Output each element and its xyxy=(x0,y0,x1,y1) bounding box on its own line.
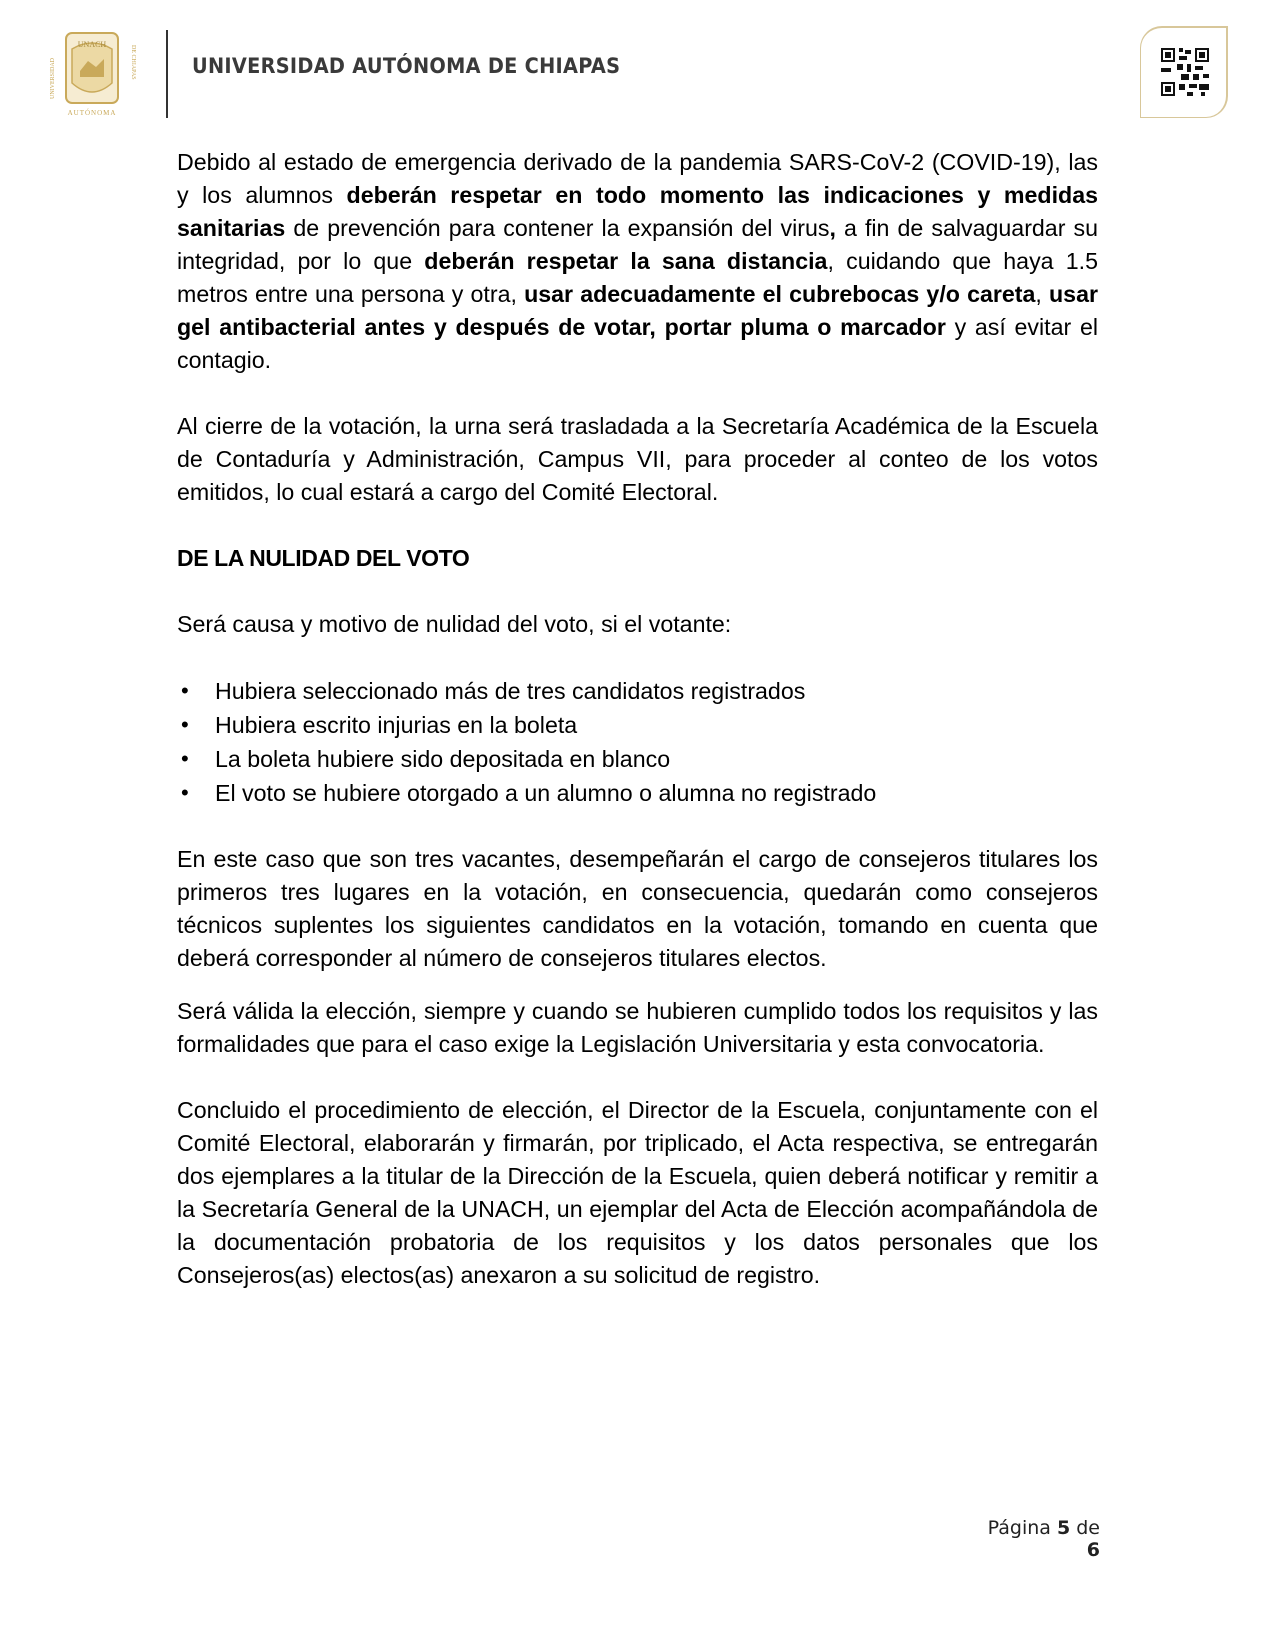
page-number xyxy=(975,1517,1100,1561)
nullity-list xyxy=(177,674,1098,810)
university-name: UNIVERSIDAD AUTÓNOMA DE CHIAPAS xyxy=(192,54,621,78)
paragraph-validity: Será válida la elección, siempre y cuando se hubieren cumplido todos los requisitos y las formalidades que para el caso exige la Legislación Universitaria y esta convocatoria. xyxy=(177,998,1098,1057)
text-segment: , cuidando que haya 1.5 metros entre una persona y otra, xyxy=(177,248,1098,307)
university-crest-icon xyxy=(42,27,142,119)
text-segment: Debido al estado de emergencia derivado de la pandemia SARS-CoV-2 (COVID-19), las y los alumnos xyxy=(177,149,1098,208)
total-pages: 6 xyxy=(1086,1539,1100,1561)
text-segment: de prevención para contener la expansión del virus xyxy=(285,215,830,241)
header-divider xyxy=(166,30,168,118)
bold-text-segment: usar adecuadamente el cubrebocas y/o careta xyxy=(524,281,1036,307)
logo-subtext: AUTÓNOMA xyxy=(67,109,117,117)
paragraph-vacancies: En este caso que son tres vacantes, desempeñarán el cargo de consejeros titulares los primeros tres lugares en la votación, en consecuencia, quedarán como consejeros técnicos suplentes los siguientes candidatos en la votación, tomando en cuenta que deberá corresponder al número de consejeros titulares electos. xyxy=(177,846,1098,971)
paragraph-nullity-intro: Será causa y motivo de nulidad del voto, si el votante: xyxy=(177,611,732,637)
bold-text-segment: , xyxy=(829,215,836,241)
list-item: • El voto se hubiere otorgado a un alumno o alumna no registrado xyxy=(177,776,1098,810)
logo-left-text: UNIVERSIDAD xyxy=(50,58,56,99)
bold-text-segment: usar gel antibacterial antes y después de votar, portar pluma o marcador xyxy=(177,281,1098,340)
paragraph-ballot-box: Al cierre de la votación, la urna será trasladada a la Secretaría Académica de la Escuela de Contaduría y Administración, Campus VII, para proceder al conteo de los votos emitidos, lo cual estará a cargo del Comité Electoral. xyxy=(177,413,1098,505)
page-header xyxy=(0,0,1275,130)
list-item: • Hubiera seleccionado más de tres candidatos registrados xyxy=(177,674,1098,708)
document-body xyxy=(177,146,1098,1292)
section-heading: DE LA NULIDAD DEL VOTO xyxy=(177,545,470,571)
bold-text-segment: deberán respetar la sana distancia xyxy=(424,248,828,274)
paragraph-conclusion: Concluido el procedimiento de elección, el Director de la Escuela, conjuntamente con el Comité Electoral, elaborarán y firmarán, por triplicado, el Acta respectiva, se entregarán dos ejemplares a la titular de la Dirección de la Escuela, quien deberá notificar y remitir a la Secretaría General de la UNACH, un ejemplar del Acta de Elección acompañándola de la documentación probatoria de los requisitos y los datos personales que los Consejeros(as) electos(as) anexaron a su solicitud de registro. xyxy=(177,1097,1098,1288)
qr-code-icon xyxy=(1161,48,1209,96)
of-word: de xyxy=(1076,1517,1100,1539)
list-item: • La boleta hubiere sido depositada en blanco xyxy=(177,742,1098,776)
qr-frame xyxy=(1140,26,1228,118)
list-item: • Hubiera escrito injurias en la boleta xyxy=(177,708,1098,742)
bold-text-segment: deberán respetar en todo momento las indicaciones y medidas sanitarias xyxy=(177,182,1098,241)
text-segment: a fin de salvaguardar su integridad, por lo que xyxy=(177,215,1098,274)
text-segment: , xyxy=(1035,281,1050,307)
page-word: Página xyxy=(987,1517,1051,1539)
text-segment: y así evitar el contagio. xyxy=(177,314,1099,373)
logo-unach-text: UNACH xyxy=(77,40,107,49)
paragraph-sanitary-measures xyxy=(177,146,1098,377)
logo-right-text: DE CHIAPAS xyxy=(130,45,136,80)
current-page: 5 xyxy=(1056,1517,1071,1539)
